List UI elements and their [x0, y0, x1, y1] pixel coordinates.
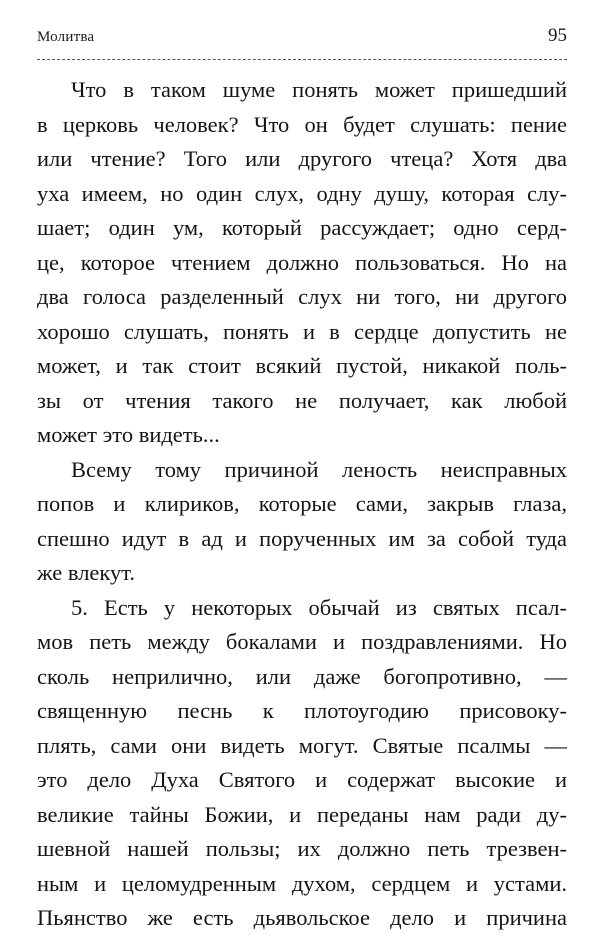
text-line: же влекут. [37, 560, 136, 585]
header-rule [37, 59, 567, 60]
text-line: шевной нашей пользы; их должно петь трезвен- [37, 836, 567, 861]
text-line: сколь неприлично, или даже богопротивно, — [37, 663, 567, 689]
text-line: плять, сами они видеть могут. Святые псалмы — [37, 732, 567, 758]
chapter-title: Молитва [37, 29, 95, 45]
text-line: ным и целомудренным духом, сердцем и устами. [37, 870, 567, 896]
text-line: Пьянство же есть дьявольское дело и причина [37, 905, 567, 930]
text-line: может, и так стоит всякий пустой, никакой поль- [37, 353, 567, 378]
text-line: спешно идут в ад и порученных им за собой туда [37, 525, 567, 551]
text-line: шает; один ум, который рассуждает; одно серд- [37, 215, 567, 240]
text-line: или чтение? Того или другого чтеца? Хотя два [37, 146, 567, 171]
text-line: Всему тому причиной леность неисправных [71, 456, 567, 482]
text-line: зы от чтения такого не получает, как любой [37, 387, 567, 413]
running-head [37, 24, 567, 58]
text-line: Что в таком шуме понять может пришедший [71, 77, 567, 102]
body-text [37, 73, 567, 936]
text-line: мов петь между бокалами и поздравлениями. Но [37, 629, 567, 654]
text-line: уха имеем, но один слух, одну душу, которая слу- [37, 180, 567, 206]
text-line: 5. Есть у некоторых обычай из святых псал- [71, 594, 567, 620]
text-line: два голоса разделенный слух ни того, ни другого [37, 284, 567, 309]
text-line: это дело Духа Святого и содержат высокие и [37, 767, 567, 792]
text-line: может это видеть... [37, 422, 220, 447]
text-line: в церковь человек? Что он будет слушать: пение [37, 111, 567, 137]
text-line: хорошо слушать, понять и в сердце допустить не [37, 318, 567, 344]
text-line: великие тайны Божии, и переданы нам ради ду- [37, 801, 567, 827]
page-number: 95 [548, 25, 567, 46]
text-line: попов и клириков, которые сами, закрыв глаза, [37, 491, 567, 516]
text-line: це, которое чтением должно пользоваться. Но на [37, 249, 567, 275]
text-line: священную песнь к плотоугодию присовоку- [37, 698, 567, 723]
